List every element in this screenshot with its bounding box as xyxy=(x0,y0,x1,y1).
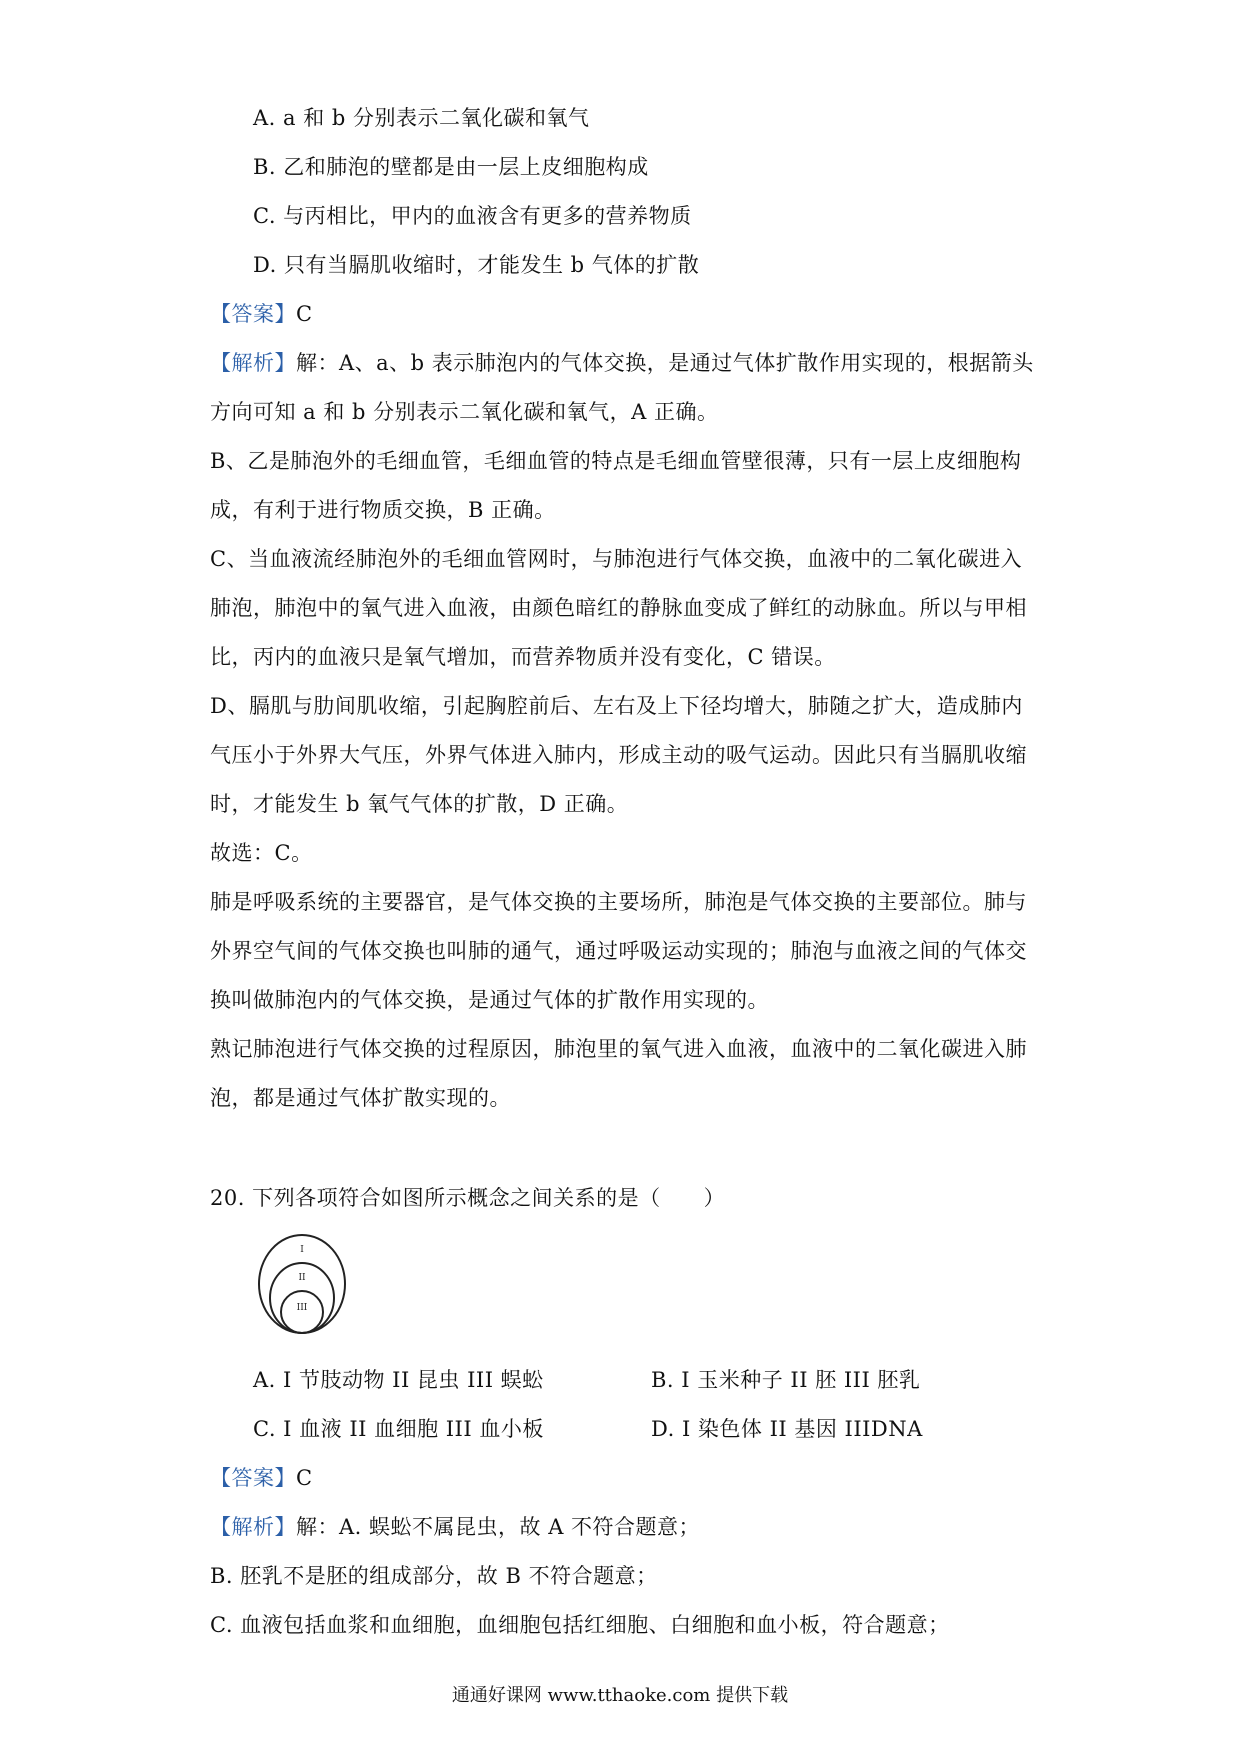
answer-value: C xyxy=(296,302,313,326)
analysis-first-text: 解：A. 蜈蚣不属昆虫，故 A 不符合题意； xyxy=(296,1515,701,1539)
answer-tag: 【答案】 xyxy=(210,1466,296,1490)
option-a: A. a 和 b 分别表示二氧化碳和氧气 xyxy=(253,106,590,130)
question-20-stem: 20. 下列各项符合如图所示概念之间关系的是（ ） xyxy=(210,1186,726,1210)
analysis-line: 故选：C。 xyxy=(210,841,313,865)
analysis-line: C、当血液流经肺泡外的毛细血管网时，与肺泡进行气体交换，血液中的二氧化碳进入 xyxy=(210,547,1023,571)
label-III: III xyxy=(296,1303,308,1313)
analysis-20-first-line xyxy=(210,1512,700,1542)
answer-value: C xyxy=(296,1466,313,1490)
q20-option-c: C. I 血液 II 血细胞 III 血小板 xyxy=(253,1417,544,1441)
analysis-line: 换叫做肺泡内的气体交换，是通过气体的扩散作用实现的。 xyxy=(210,988,769,1012)
analysis-tag: 【解析】 xyxy=(210,1515,296,1539)
option-d: D. 只有当膈肌收缩时，才能发生 b 气体的扩散 xyxy=(253,253,700,277)
label-I: I xyxy=(300,1245,304,1255)
analysis-line: 肺是呼吸系统的主要器官，是气体交换的主要场所，肺泡是气体交换的主要部位。肺与 xyxy=(210,890,1027,914)
page-footer: 通通好课网 www.tthaoke.com 提供下载 xyxy=(451,1685,789,1706)
answer-tag: 【答案】 xyxy=(210,302,296,326)
answer-20-line xyxy=(210,1463,313,1493)
analysis-line: 气压小于外界大气压，外界气体进入肺内，形成主动的吸气运动。因此只有当膈肌收缩 xyxy=(210,743,1027,767)
analysis-line: 肺泡，肺泡中的氧气进入血液，由颜色暗红的静脉血变成了鲜红的动脉血。所以与甲相 xyxy=(210,596,1027,620)
analysis-first-line xyxy=(210,348,1034,378)
analysis-line: 熟记肺泡进行气体交换的过程原因，肺泡里的氧气进入血液，血液中的二氧化碳进入肺 xyxy=(210,1037,1027,1061)
analysis-line: B、乙是肺泡外的毛细血管，毛细血管的特点是毛细血管壁很薄，只有一层上皮细胞构 xyxy=(210,449,1022,473)
analysis-line: 方向可知 a 和 b 分别表示二氧化碳和氧气，A 正确。 xyxy=(210,400,719,424)
analysis-line: 泡，都是通过气体扩散实现的。 xyxy=(210,1086,511,1110)
analysis-first-text: 解：A、a、b 表示肺泡内的气体交换，是通过气体扩散作用实现的，根据箭头 xyxy=(296,351,1034,375)
answer-line xyxy=(210,299,313,329)
analysis-line: 比，丙内的血液只是氧气增加，而营养物质并没有变化，C 错误。 xyxy=(210,645,836,669)
concept-venn-diagram xyxy=(256,1232,352,1338)
analysis-tag: 【解析】 xyxy=(210,351,296,375)
analysis-20-line: C. 血液包括血浆和血细胞，血细胞包括红细胞、白细胞和血小板，符合题意； xyxy=(210,1613,950,1637)
q20-option-b: B. I 玉米种子 II 胚 III 胚乳 xyxy=(651,1368,921,1392)
option-b: B. 乙和肺泡的壁都是由一层上皮细胞构成 xyxy=(253,155,649,179)
analysis-line: D、膈肌与肋间肌收缩，引起胸腔前后、左右及上下径均增大，肺随之扩大，造成肺内 xyxy=(210,694,1023,718)
q20-option-a: A. I 节肢动物 II 昆虫 III 蜈蚣 xyxy=(253,1368,544,1392)
analysis-line: 成，有利于进行物质交换，B 正确。 xyxy=(210,498,556,522)
q20-option-d: D. I 染色体 II 基因 IIIDNA xyxy=(651,1417,923,1441)
analysis-20-line: B. 胚乳不是胚的组成部分，故 B 不符合题意； xyxy=(210,1564,658,1588)
label-II: II xyxy=(298,1273,306,1283)
option-c: C. 与丙相比，甲内的血液含有更多的营养物质 xyxy=(253,204,692,228)
analysis-line: 时，才能发生 b 氧气气体的扩散，D 正确。 xyxy=(210,792,629,816)
analysis-line: 外界空气间的气体交换也叫肺的通气，通过呼吸运动实现的；肺泡与血液之间的气体交 xyxy=(210,939,1027,963)
